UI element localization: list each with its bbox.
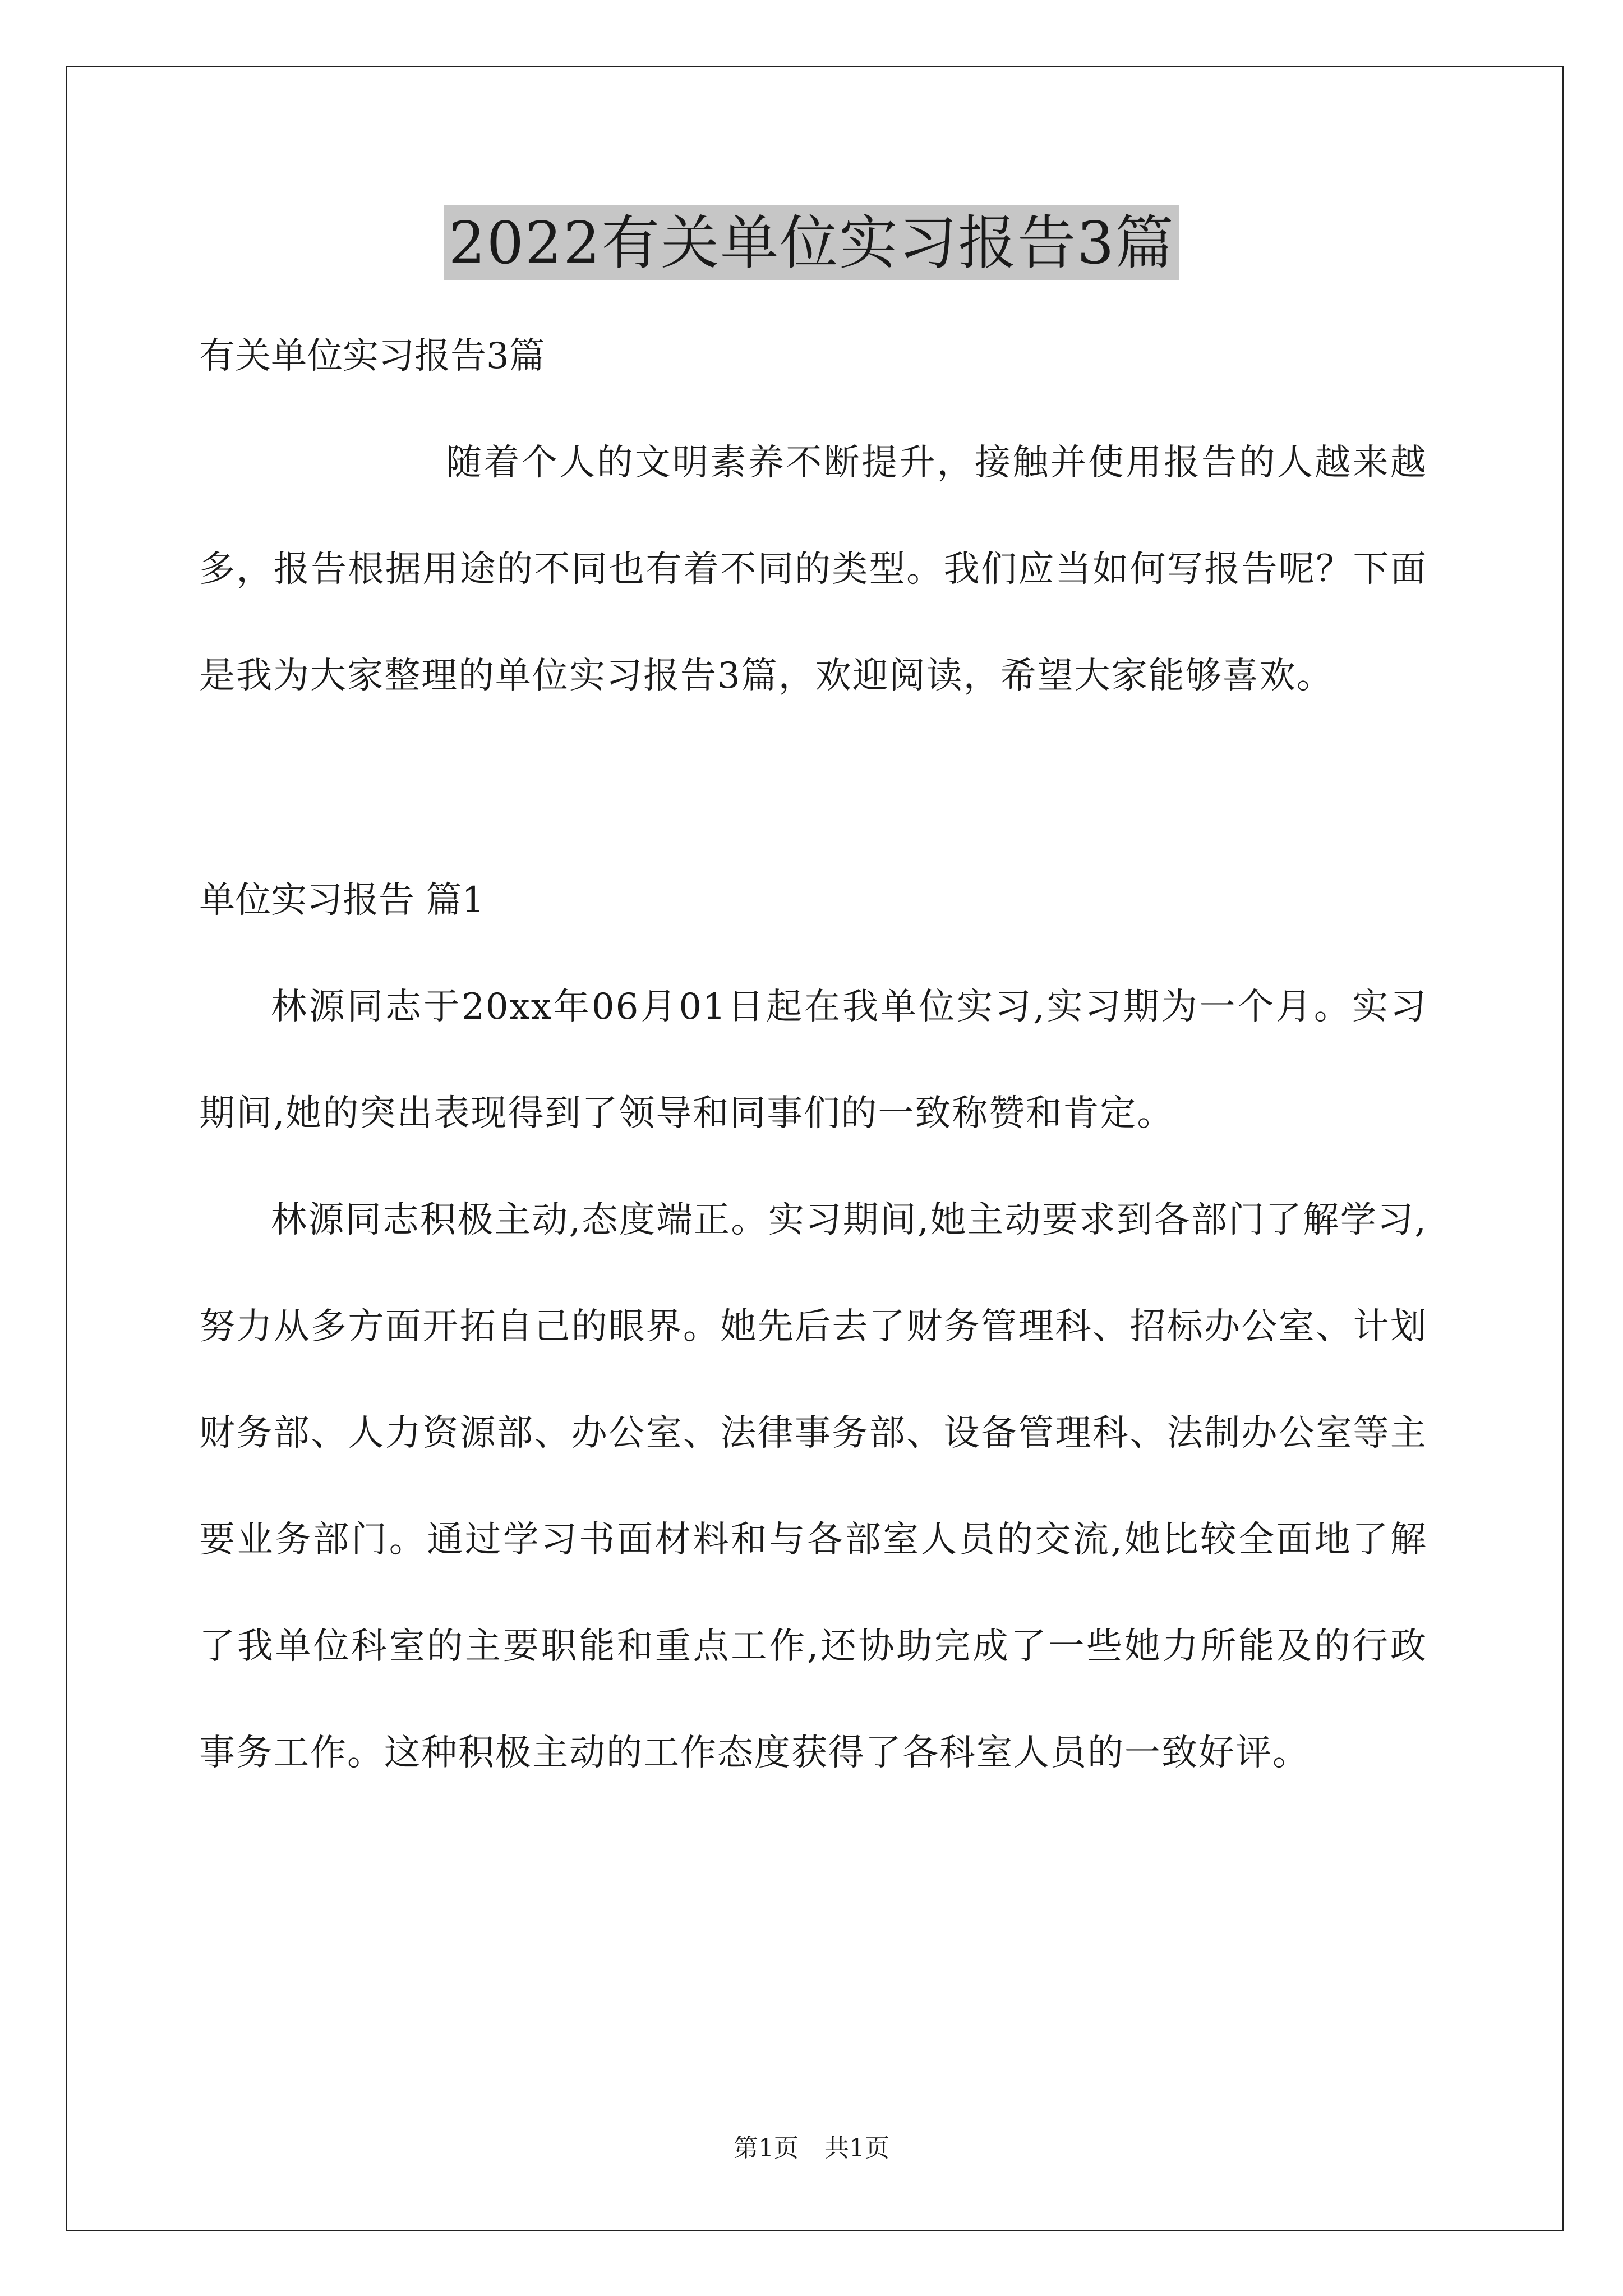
body-paragraph-1: 林源同志于20xx年06月01日起在我单位实习,实习期为一个月。实习期间,她的突出表现得到了领导和同事们的一致称赞和肯定。 [199,986,1427,1134]
document-body [199,303,1427,1806]
document-title [0,201,1623,285]
intro-paragraph: 随着个人的文明素养不断提升，接触并使用报告的人越来越多，报告根据用途的不同也有着不同的类型。我们应当如何写报告呢？下面是我为大家整理的单位实习报告3篇，欢迎阅读，希望大家能够喜欢。 [199,442,1427,697]
page-number: 第1页 [734,2134,799,2162]
document-subtitle: 有关单位实习报告3篇 [199,335,545,377]
body-paragraph-2: 林源同志积极主动,态度端正。实习期间,她主动要求到各部门了解学习,努力从多方面开拓自己的眼界。她先后去了财务管理科、招标办公室、计划财务部、人力资源部、办公室、法律事务部、设备管理科、法制办公室等主要业务部门。通过学习书面材料和与各部室人员的交流,她比较全面地了解了我单位科室的主要职能和重点工作,还协助完成了一些她力所能及的行政事务工作。这种积极主动的工作态度获得了各科室人员的一致好评。 [199,1199,1427,1774]
document-title-text: 2022有关单位实习报告3篇 [444,205,1179,280]
section-heading: 单位实习报告 篇1 [199,880,485,921]
page-total: 共1页 [824,2134,889,2162]
page-footer [0,2132,1623,2165]
